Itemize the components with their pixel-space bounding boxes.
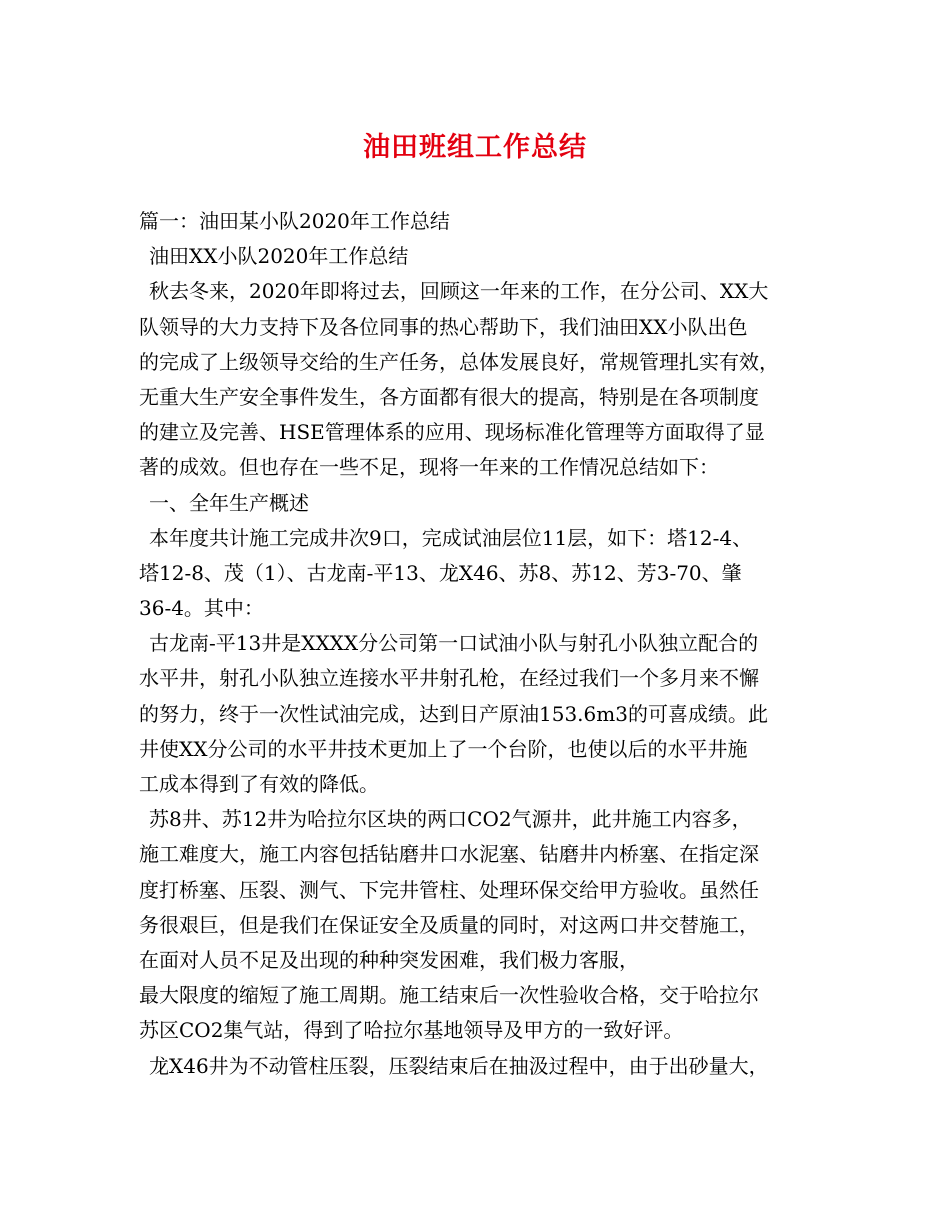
text-line: 的努力，终于一次性试油完成，达到日产原油153.6m3的可喜成绩。此	[139, 701, 768, 726]
text-line: 古龙南-平13井是XXXX分公司第一口试油小队与射孔小队独立配合的	[149, 631, 759, 656]
text-line: 塔12-8、茂（1）、古龙南-平13、龙X46、苏8、苏12、芳3-70、肇	[139, 560, 742, 585]
text-line: 本年度共计施工完成井次9口，完成试油层位11层，如下：塔12-4、	[149, 525, 753, 550]
document-body	[139, 204, 829, 1084]
text-line: 篇一：油田某小队2020年工作总结	[139, 209, 450, 233]
text-line: 秋去冬来，2020年即将过去，回顾这一年来的工作，在分公司、XX大	[149, 279, 769, 304]
text-line: 施工难度大，施工内容包括钻磨井口水泥塞、钻磨井内桥塞、在指定深	[139, 842, 759, 867]
text-line: 无重大生产安全事件发生，各方面都有很大的提高，特别是在各项制度	[139, 384, 759, 409]
text-line: 度打桥塞、压裂、测气、下完井管柱、处理环保交给甲方验收。虽然任	[139, 877, 759, 902]
text-line: 苏区CO2集气站，得到了哈拉尔基地领导及甲方的一致好评。	[139, 1018, 684, 1043]
text-line: 的完成了上级领导交给的生产任务，总体发展良好，常规管理扎实有效，	[139, 349, 779, 374]
text-line: 最大限度的缩短了施工周期。施工结束后一次性验收合格，交于哈拉尔	[139, 983, 759, 1008]
document-title: 油田班组工作总结	[363, 132, 587, 163]
text-line: 苏8井、苏12井为哈拉尔区块的两口CO2气源井，此井施工内容多，	[149, 807, 752, 832]
text-line: 油田XX小队2020年工作总结	[149, 244, 409, 269]
text-line: 36-4。其中：	[139, 596, 264, 621]
text-line: 一、全年生产概述	[149, 490, 309, 515]
text-line: 水平井，射孔小队独立连接水平井射孔枪，在经过我们一个多月来不懈	[139, 666, 759, 691]
text-line: 在面对人员不足及出现的种种突发困难，我们极力客服，	[139, 947, 639, 972]
text-line: 的建立及完善、HSE管理体系的应用、现场标准化管理等方面取得了显	[139, 420, 765, 445]
text-line: 著的成效。但也存在一些不足，现将一年来的工作情况总结如下：	[139, 455, 719, 480]
text-line: 队领导的大力支持下及各位同事的热心帮助下，我们油田XX小队出色	[139, 314, 748, 339]
text-line: 务很艰巨，但是我们在保证安全及质量的同时，对这两口井交替施工，	[139, 912, 759, 937]
text-line: 工成本得到了有效的降低。	[139, 772, 379, 796]
text-line: 龙X46井为不动管柱压裂，压裂结束后在抽汲过程中，由于出砂量大，	[149, 1053, 769, 1078]
text-line: 井使XX分公司的水平井技术更加上了一个台阶，也使以后的水平井施	[139, 736, 748, 761]
